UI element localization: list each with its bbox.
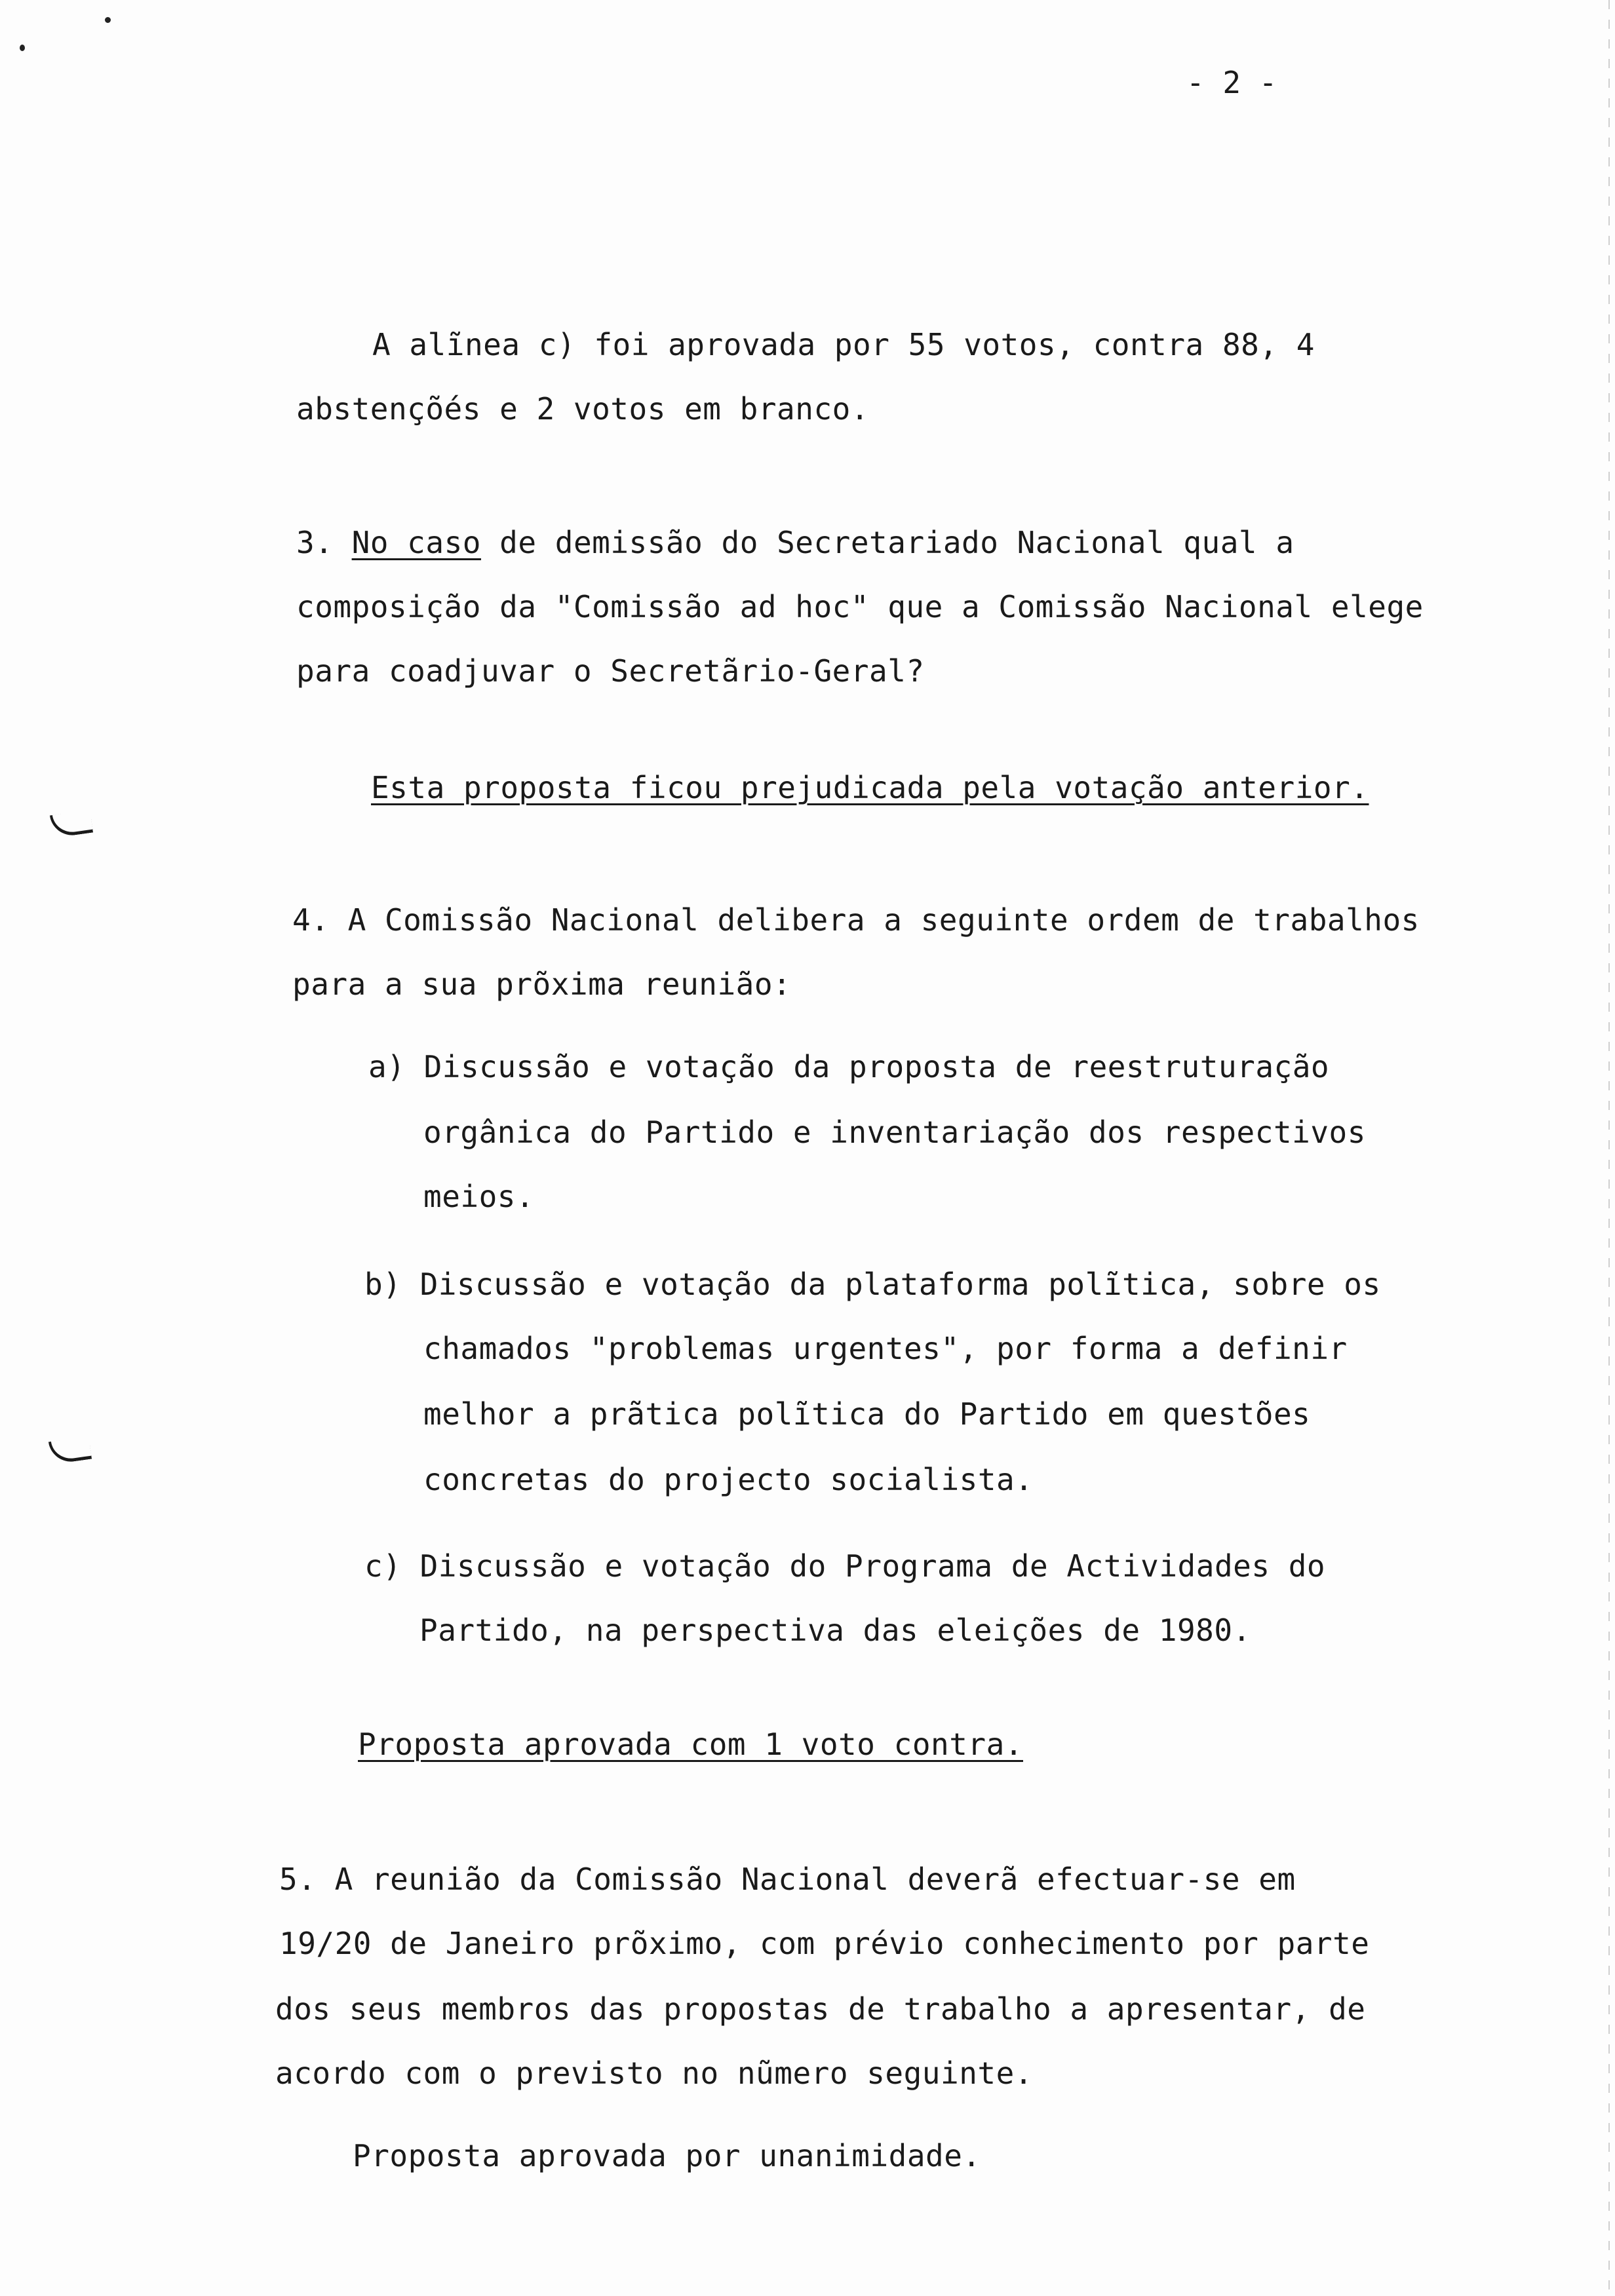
paragraph-line: abstençõés e 2 votos em branco. xyxy=(296,391,870,427)
list-item-c-continued: Partido, na perspectiva das eleições de 1980. xyxy=(419,1613,1251,1648)
list-item-a-continued: meios. xyxy=(423,1179,535,1214)
ink-speck xyxy=(20,45,25,51)
paragraph-line: para a sua prõxima reunião: xyxy=(292,966,792,1002)
item-4-result: Proposta aprovada com 1 voto contra. xyxy=(358,1727,1023,1762)
list-item-b-continued: concretas do projecto socialista. xyxy=(423,1462,1034,1497)
margin-check-mark xyxy=(50,810,93,838)
paragraph-line: para coadjuvar o Secretãrio-Geral? xyxy=(296,653,925,689)
paragraph-line: dos seus membros das propostas de trabalho a apresentar, de xyxy=(275,1991,1366,2027)
paragraph-line: acordo com o previsto no nũmero seguinte. xyxy=(275,2056,1033,2091)
item-number: 3. xyxy=(296,525,334,560)
list-item-a-continued: orgânica do Partido e inventariação dos respectivos xyxy=(423,1115,1366,1150)
paragraph-line: 5. A reunião da Comissão Nacional deverã efectuar-se em xyxy=(279,1862,1296,1897)
ink-speck xyxy=(105,17,111,23)
list-item-b: b) Discussão e votação da plataforma polĩtica, sobre os xyxy=(364,1267,1381,1302)
list-item-c: c) Discussão e votação do Programa de Actividades do xyxy=(364,1548,1326,1584)
item-text: de demissão do Secretariado Nacional qual a xyxy=(480,525,1294,560)
page-number: - 2 - xyxy=(1186,65,1277,100)
page-edge-line xyxy=(1608,0,1610,2296)
item-5-result: Proposta aprovada por unanimidade. xyxy=(353,2138,981,2173)
list-item-b-continued: chamados "problemas urgentes", por forma a definir xyxy=(423,1331,1348,1366)
margin-check-mark xyxy=(49,1436,92,1464)
paragraph-line: 4. A Comissão Nacional delibera a seguinte ordem de trabalhos xyxy=(292,902,1420,938)
list-item-b-continued: melhor a prãtica polĩtica do Partido em questões xyxy=(423,1396,1311,1432)
paragraph-line: A alĩnea c) foi aprovada por 55 votos, contra 88, 4 xyxy=(372,327,1315,362)
paragraph-line: composição da "Comissão ad hoc" que a Comissão Nacional elege xyxy=(296,589,1424,624)
underlined-phrase: No caso xyxy=(351,525,481,560)
list-item-a: a) Discussão e votação da proposta de reestruturação xyxy=(368,1049,1330,1084)
item-3-result: Esta proposta ficou prejudicada pela votação anterior. xyxy=(371,770,1369,805)
item-3-line xyxy=(296,524,1294,561)
paragraph-line: 19/20 de Janeiro prõximo, com prévio conhecimento por parte xyxy=(279,1926,1370,1961)
